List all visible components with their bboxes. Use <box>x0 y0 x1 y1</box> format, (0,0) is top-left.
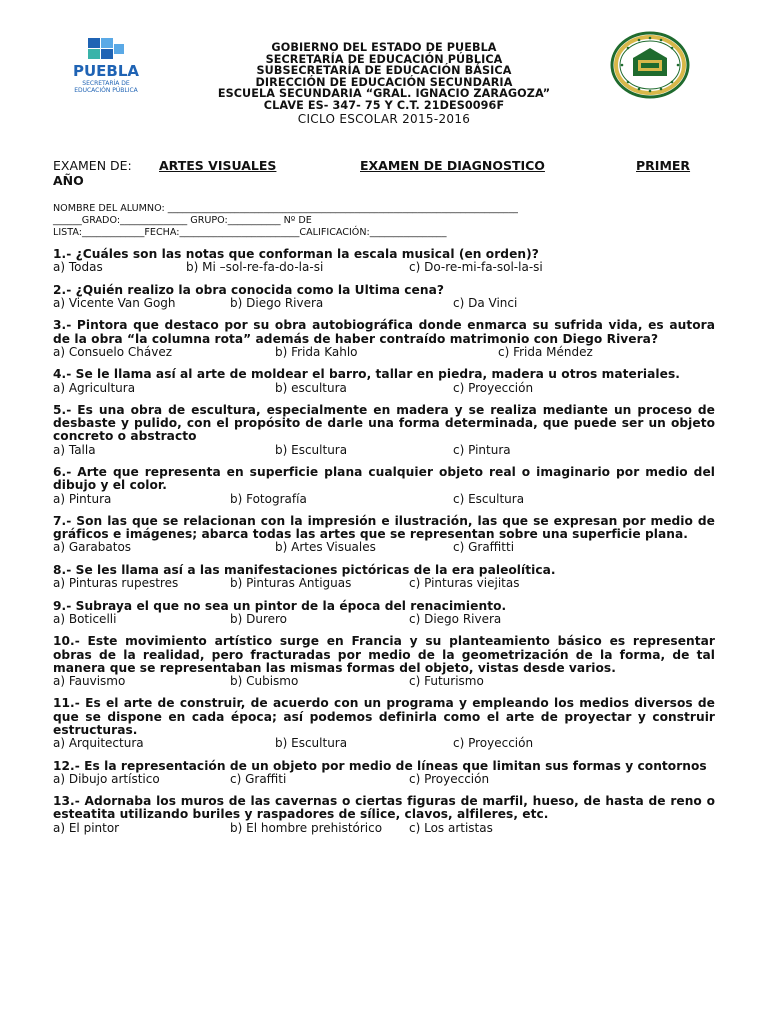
question-text: 9.- Subraya el que no sea un pintor de la época del renacimiento. <box>53 598 507 613</box>
question-13 <box>53 795 715 834</box>
option-b[interactable]: b) Pinturas Antiguas <box>230 576 352 591</box>
list-date-score-field[interactable]: LISTA:_____________FECHA:_________________________CALIFICACIÓN:________________ <box>53 227 447 239</box>
question-11 <box>53 697 715 750</box>
option-a[interactable]: a) El pintor <box>53 820 120 835</box>
option-c[interactable]: c) Frida Méndez <box>498 344 593 359</box>
question-2 <box>53 284 715 310</box>
option-b[interactable]: b) Fotografía <box>230 491 307 506</box>
option-b[interactable]: b) Escultura <box>275 736 348 751</box>
question-list <box>53 248 715 844</box>
question-text: 1.- ¿Cuáles son las notas que conforman la escala musical (en orden)? <box>53 247 539 261</box>
option-a[interactable]: a) Todas <box>53 260 103 275</box>
option-a[interactable]: a) Arquitectura <box>53 736 144 751</box>
puebla-emblem-icon <box>58 36 158 100</box>
option-a[interactable]: a) Pinturas rupestres <box>53 576 179 591</box>
option-c[interactable]: c) Futurismo <box>409 673 484 688</box>
question-12 <box>53 760 715 786</box>
question-3 <box>53 319 715 358</box>
student-name-field[interactable]: NOMBRE DEL ALUMNO: _________________________________________________________________________ <box>53 203 518 214</box>
exam-type: EXAMEN DE DIAGNOSTICO <box>360 158 545 173</box>
option-a[interactable]: a) Agricultura <box>53 380 136 395</box>
question-7 <box>53 515 715 554</box>
option-a[interactable]: a) Talla <box>53 442 96 457</box>
option-a[interactable]: a) Consuelo Chávez <box>53 344 173 359</box>
option-c[interactable]: c) Da Vinci <box>453 295 518 310</box>
question-text: 2.- ¿Quién realizo la obra conocida como la Ultima cena? <box>53 282 444 297</box>
document-header <box>150 42 618 126</box>
header-line-6: CLAVE ES- 347- 75 Y C.T. 21DES0096F <box>263 98 505 112</box>
option-c[interactable]: c) Escultura <box>453 491 525 506</box>
question-text: 10.- Este movimiento artístico surge en Francia y su planteamiento básico es representar obras de la realidad, pero fracturadas por medio de la geometrización de la forma, de tal manera que se representaban las mismas formas del objeto, vistas desde varios. <box>53 634 715 675</box>
option-c[interactable]: c) Proyección <box>409 771 490 786</box>
question-text: 8.- Se les llama así a las manifestaciones pictóricas de la era paleolítica. <box>53 562 556 577</box>
option-b[interactable]: c) Graffiti <box>230 771 287 786</box>
question-text: 11.- Es el arte de construir, de acuerdo con un programa y empleando los medios diversos de que se dispone en cada época; así podemos definirla como el arte de proyectar y construir estructuras. <box>53 696 715 737</box>
exam-label: EXAMEN DE: <box>53 158 132 173</box>
puebla-subtitle-1: SECRETARÍA DE <box>82 80 130 87</box>
option-c[interactable]: c) Los artistas <box>409 820 493 835</box>
header-line-5: ESCUELA SECUNDARIA “GRAL. IGNACIO ZARAGOZA” <box>217 87 551 101</box>
option-b[interactable]: b) Escultura <box>275 442 348 457</box>
option-c[interactable]: c) Pintura <box>453 442 511 457</box>
option-b[interactable]: b) Diego Rivera <box>230 295 324 310</box>
question-text: 7.- Son las que se relacionan con la impresión e ilustración, las que se expresan por medio de gráficos e imágenes; abarca todas las artes que se representan sobre una superficie plana. <box>53 514 715 542</box>
question-4 <box>53 368 715 394</box>
option-b[interactable]: b) Durero <box>230 611 288 626</box>
option-c[interactable]: c) Do-re-mi-fa-sol-la-si <box>409 260 543 275</box>
question-6 <box>53 466 715 505</box>
option-b[interactable]: b) escultura <box>275 380 347 395</box>
puebla-word: PUEBLA <box>72 62 140 80</box>
exam-grade: PRIMER <box>636 158 691 173</box>
option-a[interactable]: a) Boticelli <box>53 611 117 626</box>
option-a[interactable]: a) Garabatos <box>53 540 132 555</box>
option-c[interactable]: c) Diego Rivera <box>409 611 502 626</box>
student-fields <box>53 203 518 240</box>
option-b[interactable]: b) Artes Visuales <box>275 540 376 555</box>
header-line-2: SECRETARÍA DE EDUCACIÓN PÚBLICA <box>265 52 503 66</box>
option-b[interactable]: b) Mi –sol-re-fa-do-la-si <box>186 260 324 275</box>
school-seal-icon <box>608 30 692 100</box>
option-a[interactable]: a) Fauvismo <box>53 673 126 688</box>
question-text: 13.- Adornaba los muros de las cavernas o ciertas figuras de marfil, hueso, de hasta de reno o esteatita utilizando buriles y raspadores de sílice, clavos, alfileres, etc. <box>53 794 715 822</box>
option-c[interactable]: c) Proyección <box>453 380 534 395</box>
question-text: 5.- Es una obra de escultura, especialmente en madera y se realiza mediante un proceso de desbaste y pulido, con el propósito de darle una forma determinada, que puede ser un objeto concreto o abstracto <box>53 403 715 444</box>
question-text: 6.- Arte que representa en superficie plana cualquier objeto real o imaginario por medio del dibujo y el color. <box>53 465 715 493</box>
puebla-logo <box>58 36 158 100</box>
exam-grade-year: AÑO <box>53 173 84 188</box>
option-c[interactable]: c) Graffitti <box>453 540 515 555</box>
option-b[interactable]: b) El hombre prehistórico <box>230 820 383 835</box>
option-c[interactable]: c) Proyección <box>453 736 534 751</box>
question-1 <box>53 248 715 274</box>
question-text: 4.- Se le llama así al arte de moldear el barro, tallar en piedra, madera u otros materiales. <box>53 367 680 382</box>
question-9 <box>53 600 715 626</box>
option-b[interactable]: b) Frida Kahlo <box>275 344 358 359</box>
option-b[interactable]: b) Cubismo <box>230 673 299 688</box>
header-line-4: DIRECCIÓN DE EDUCACIÓN SECUNDARIA <box>255 75 513 89</box>
question-5 <box>53 404 715 457</box>
exam-subject: ARTES VISUALES <box>159 158 277 173</box>
question-text: 12.- Es la representación de un objeto por medio de líneas que limitan sus formas y contornos <box>53 758 707 773</box>
question-text: 3.- Pintora que destaco por su obra autobiográfica donde enmarca su sufrida vida, es autora de la obra “la columna rota” además de haber contraído matrimonio con Diego Rivera? <box>53 318 715 346</box>
option-a[interactable]: a) Pintura <box>53 491 112 506</box>
question-8 <box>53 564 715 590</box>
school-cycle: CICLO ESCOLAR 2015-2016 <box>297 111 471 126</box>
puebla-subtitle-2: EDUCACIÓN PÚBLICA <box>74 87 138 94</box>
grade-group-field[interactable]: ______GRADO:______________ GRUPO:___________ Nº DE <box>53 215 312 227</box>
exam-info <box>53 158 713 192</box>
option-a[interactable]: a) Vicente Van Gogh <box>53 295 176 310</box>
option-a[interactable]: a) Dibujo artístico <box>53 771 160 786</box>
header-line-3: SUBSECRETARÍA DE EDUCACIÓN BÁSICA <box>256 64 512 78</box>
option-c[interactable]: c) Pinturas viejitas <box>409 576 520 591</box>
question-10 <box>53 635 715 688</box>
school-seal <box>608 30 692 100</box>
header-line-1: GOBIERNO DEL ESTADO DE PUEBLA <box>271 41 497 54</box>
